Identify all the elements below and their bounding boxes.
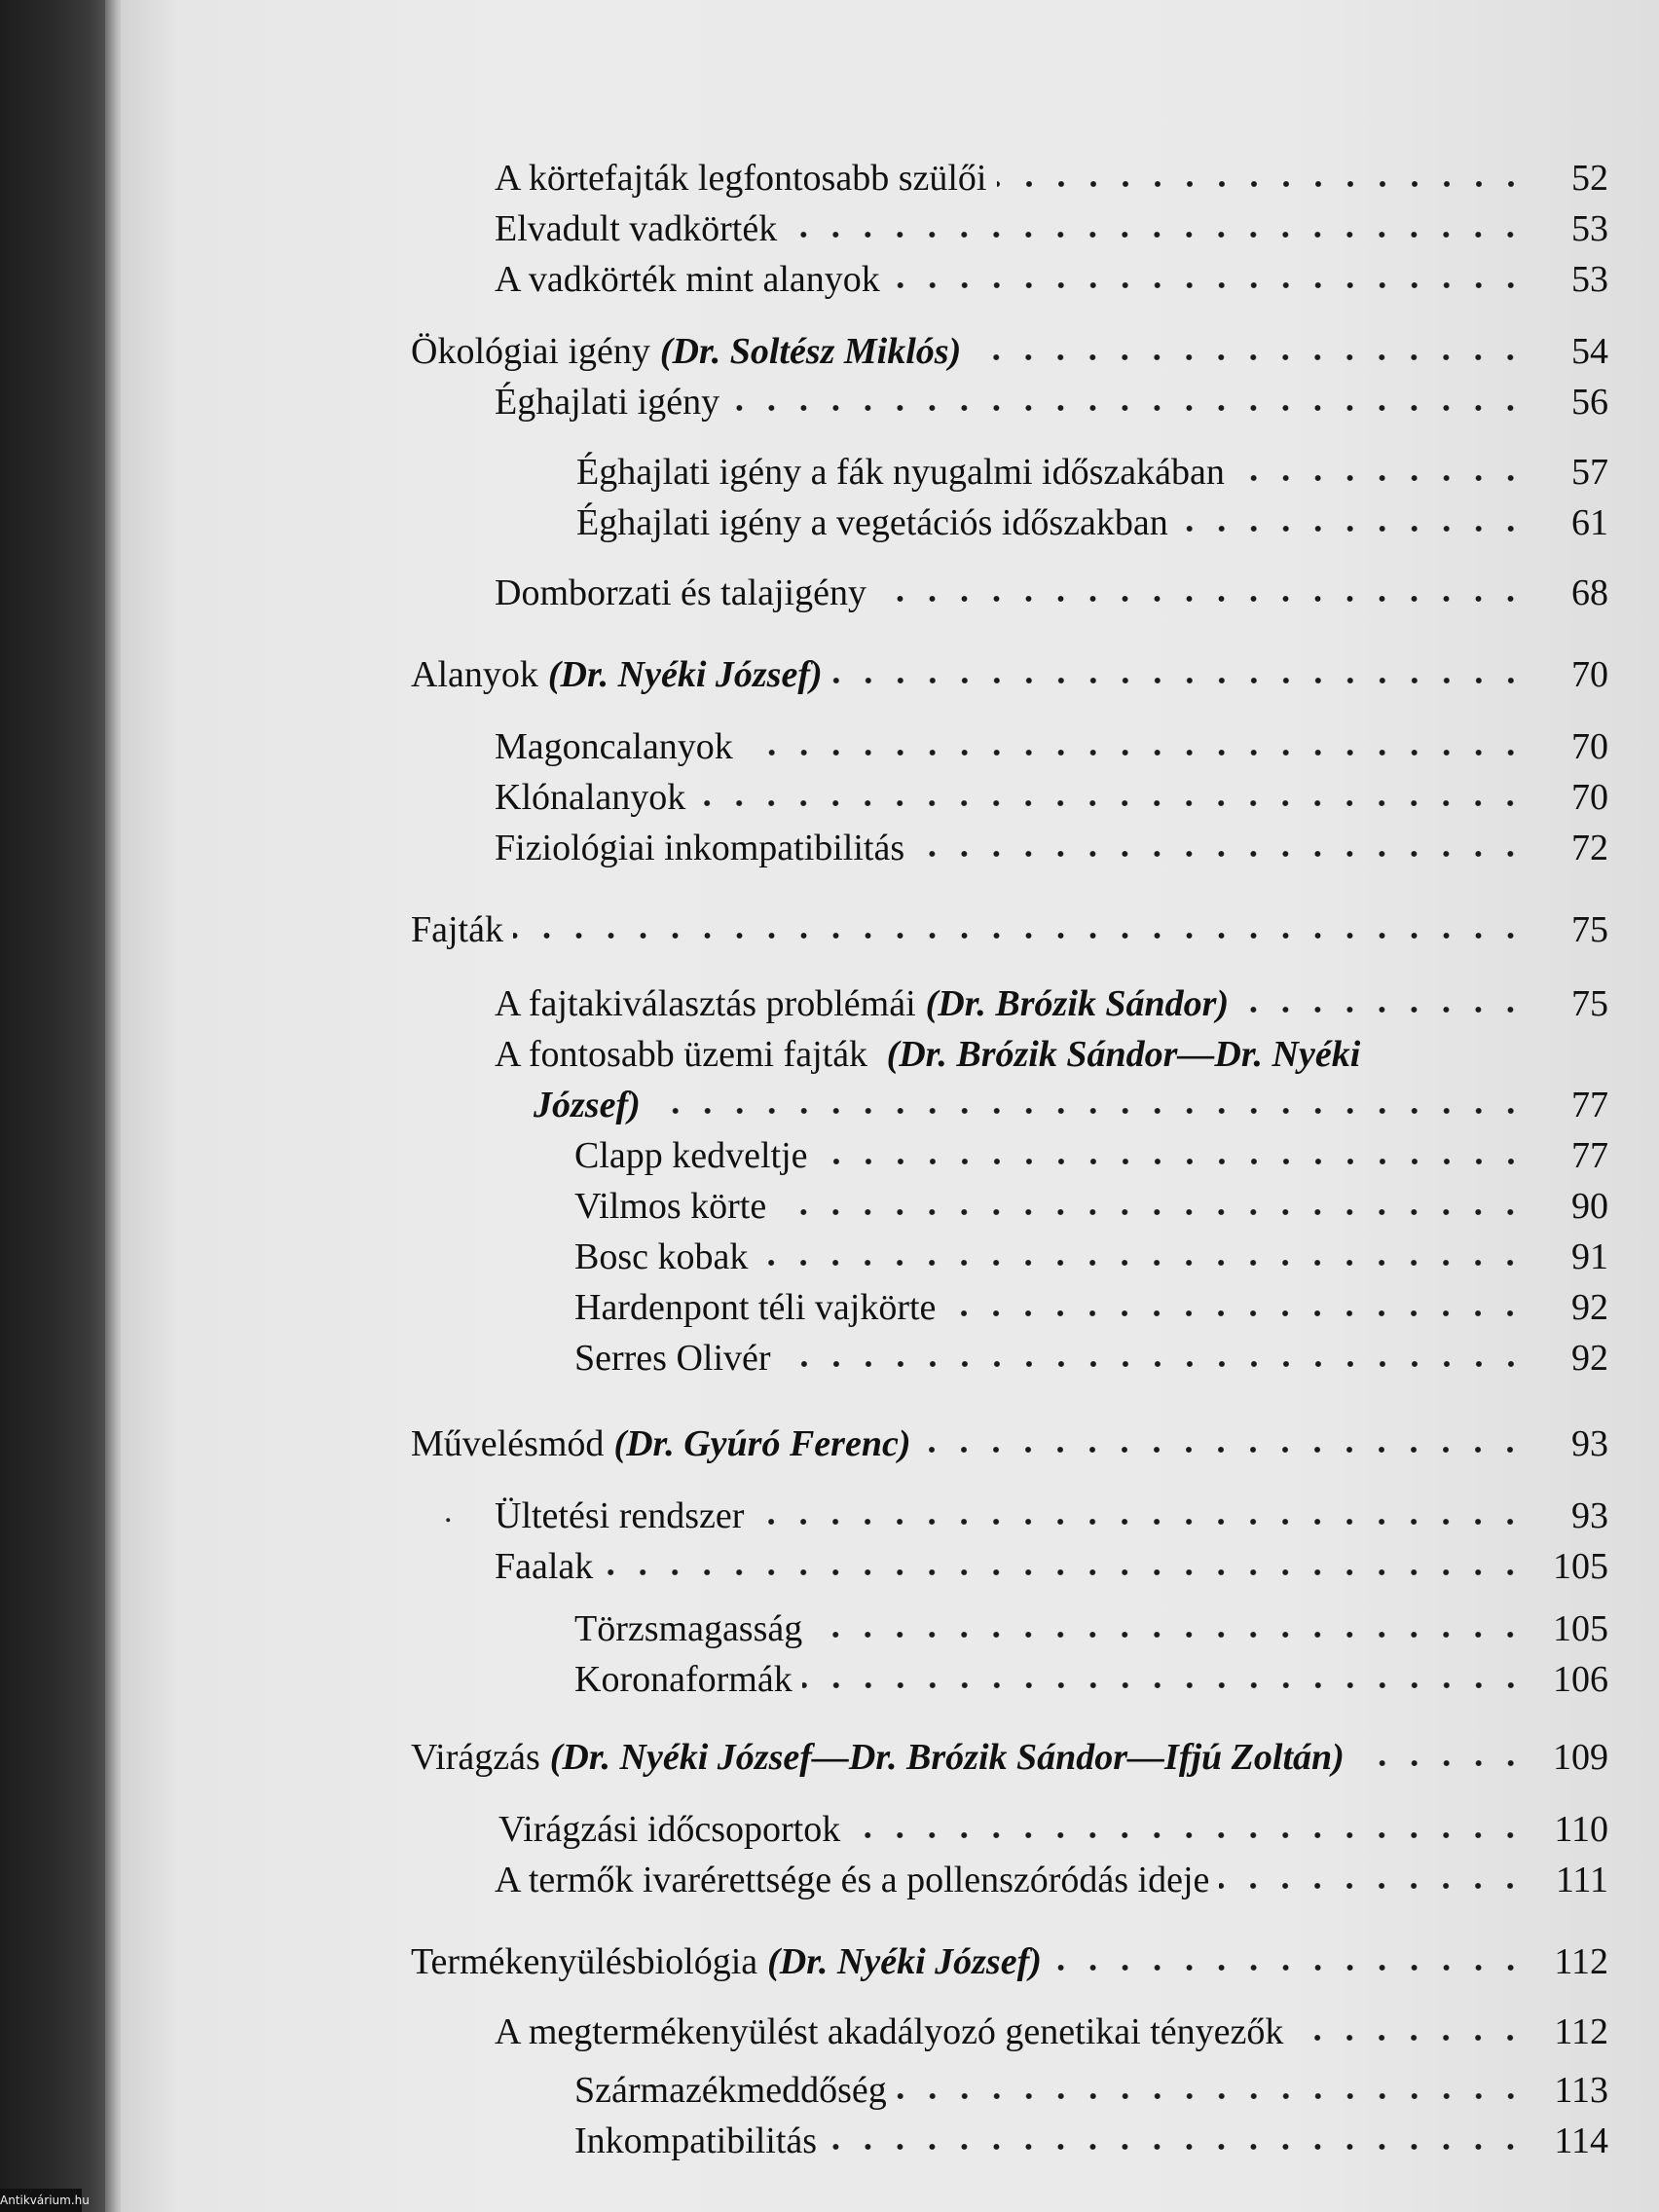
- toc-entry[interactable]: [495, 569, 1608, 617]
- toc-entry-title: Éghajlati igény a fák nyugalmi időszakában: [576, 452, 1225, 493]
- stray-dot: .: [444, 1493, 453, 1530]
- dot-leader: [1235, 473, 1527, 483]
- toc-entry-title: Faalak: [495, 1546, 594, 1587]
- toc-page-number: 70: [1571, 777, 1608, 818]
- toc-entry[interactable]: [495, 1492, 1608, 1540]
- toc-entry-title: Elvadult vadkörték: [495, 208, 778, 249]
- toc-entry-title: Művelésmód: [411, 1423, 605, 1464]
- watermark: Antikvárium.hu: [0, 2189, 82, 2212]
- toc-entry-title: A megtermékenyülést akadályozó genetikai tényezők: [495, 2011, 1284, 2052]
- toc-entry-author: (Dr. Brózik Sándor): [925, 983, 1230, 1024]
- toc-subentry[interactable]: [574, 1131, 1608, 1180]
- toc-page-number: 91: [1571, 1236, 1608, 1277]
- dot-leader: [781, 1359, 1527, 1369]
- toc-chapter-entry[interactable]: [411, 650, 1608, 699]
- toc-entry-author: (Dr. Gyúró Ferenc): [613, 1423, 911, 1464]
- toc-entry[interactable]: [495, 1542, 1608, 1591]
- dot-leader: [818, 1157, 1527, 1166]
- toc-page-number: 68: [1571, 572, 1608, 613]
- toc-subentry[interactable]: [576, 498, 1608, 547]
- toc-subentry[interactable]: [574, 1604, 1608, 1653]
- toc-entry-title: Klónalanyok: [495, 777, 686, 818]
- dot-leader: [890, 280, 1527, 290]
- toc-chapter-entry[interactable]: [411, 1937, 1608, 1986]
- dot-leader: [754, 1517, 1527, 1527]
- dot-leader: [920, 1445, 1527, 1455]
- toc-page-number: 109: [1553, 1737, 1608, 1778]
- dot-leader: [776, 1207, 1527, 1217]
- toc-entry-title: Fiziológiai inkompatibilitás: [495, 828, 905, 868]
- toc-entry[interactable]: [495, 773, 1608, 822]
- dot-leader: [802, 1680, 1527, 1690]
- toc-chapter-entry[interactable]: [411, 327, 1608, 376]
- toc-entry[interactable]: [498, 1805, 1608, 1854]
- dot-leader: [832, 676, 1527, 685]
- toc-entry-continuation[interactable]: [534, 1081, 1608, 1129]
- toc-page-number: 56: [1571, 382, 1608, 423]
- toc-entry-title: A fajtakiválasztás problémái: [495, 983, 916, 1024]
- dot-leader: [850, 1830, 1527, 1840]
- toc-chapter-entry[interactable]: [411, 905, 1608, 954]
- toc-page-number: 110: [1554, 1809, 1608, 1850]
- toc-entry[interactable]: [495, 1856, 1608, 1904]
- toc-entry-author: (Dr. Nyéki József—Dr. Brózik Sándor—Ifjú Zoltán): [549, 1737, 1345, 1778]
- dot-leader: [743, 748, 1527, 757]
- toc-page-number: 92: [1571, 1338, 1608, 1379]
- toc-chapter-entry[interactable]: [411, 1733, 1608, 1782]
- toc-entry-title: Éghajlati igény: [495, 382, 720, 423]
- toc-entry-title: A fontosabb üzemi fajták: [495, 1034, 868, 1075]
- toc-page-number: 114: [1554, 2120, 1608, 2161]
- toc-entry-title: Vilmos körte: [574, 1186, 767, 1227]
- toc-entry-title: Hardenpont téli vajkörte: [574, 1287, 937, 1328]
- toc-entry[interactable]: [495, 824, 1608, 872]
- toc-chapter-entry[interactable]: [411, 1419, 1608, 1468]
- toc-page-number: 57: [1571, 452, 1608, 493]
- toc-subentry[interactable]: [574, 1334, 1608, 1382]
- toc-page-number: 53: [1571, 208, 1608, 249]
- toc-entry-title: Termékenyülésbiológia: [411, 1941, 758, 1982]
- toc-entry-title: A vadkörték mint alanyok: [495, 259, 880, 300]
- toc-entry[interactable]: [495, 378, 1608, 426]
- toc-entry-title: Ültetési rendszer: [495, 1495, 745, 1536]
- toc-page-number: 112: [1554, 1941, 1608, 1982]
- toc-page-number: 106: [1553, 1659, 1608, 1700]
- toc-page-number: 77: [1571, 1135, 1608, 1176]
- toc-entry-title: Koronaformák: [574, 1659, 793, 1700]
- toc-page-number: 105: [1553, 1546, 1608, 1587]
- toc-page-number: 52: [1571, 158, 1608, 199]
- toc-page-number: 75: [1571, 983, 1608, 1024]
- toc-entry-title: Domborzati és talajigény: [495, 572, 866, 613]
- toc-page-number: 113: [1554, 2070, 1608, 2111]
- toc-page-number: 92: [1571, 1287, 1608, 1328]
- toc-page-number: 54: [1571, 331, 1608, 372]
- toc-entry[interactable]: [495, 204, 1608, 253]
- toc-page-number: 70: [1571, 654, 1608, 695]
- toc-entry-title: Clapp kedveltje: [574, 1135, 808, 1176]
- dot-leader: [914, 849, 1527, 859]
- toc-entry-title: Fajták: [411, 909, 503, 950]
- toc-page-number: 70: [1571, 726, 1608, 767]
- toc-entry-title: Virágzás: [411, 1737, 540, 1778]
- dot-leader: [757, 1258, 1527, 1268]
- toc-page-number: 75: [1571, 909, 1608, 950]
- dot-leader: [812, 1630, 1527, 1640]
- dot-leader: [1219, 1881, 1527, 1891]
- toc-entry-title: Magoncalanyok: [495, 726, 733, 767]
- toc-entry-title: Alanyok: [411, 654, 538, 695]
- toc-entry[interactable]: [495, 979, 1608, 1028]
- toc-entry[interactable]: [495, 2008, 1608, 2056]
- toc-entry-title: Éghajlati igény a vegetációs időszakban: [576, 502, 1168, 543]
- toc-entry-author: (Dr. Nyéki József): [547, 654, 823, 695]
- toc-entry-title: Serres Olivér: [574, 1338, 771, 1379]
- toc-subentry[interactable]: [574, 2066, 1608, 2115]
- toc-page-number: 90: [1571, 1186, 1608, 1227]
- toc-page-number: 77: [1571, 1085, 1608, 1125]
- dot-leader: [971, 352, 1527, 362]
- toc-page-number: 112: [1554, 2011, 1608, 2052]
- toc-entry-first-line[interactable]: [495, 1030, 1360, 1079]
- toc-entry-author: (Dr. Soltész Miklós): [659, 331, 962, 372]
- toc-page-number: 105: [1553, 1608, 1608, 1649]
- dot-leader: [897, 2091, 1527, 2101]
- dot-leader: [876, 594, 1527, 604]
- toc-page-number: 111: [1555, 1860, 1608, 1900]
- toc-entry-title: Származékmeddőség: [574, 2070, 887, 2111]
- dot-leader: [787, 230, 1527, 240]
- toc-page-number: 53: [1571, 259, 1608, 300]
- dot-leader: [1238, 1005, 1527, 1014]
- toc-entry-title: Ökológiai igény: [411, 331, 650, 372]
- dot-leader: [729, 403, 1527, 413]
- toc-entry-title: Bosc kobak: [574, 1236, 749, 1277]
- dot-leader: [603, 1567, 1527, 1577]
- dot-leader: [945, 1309, 1527, 1318]
- toc-page-number: 93: [1571, 1495, 1608, 1536]
- toc-entry-title: A termők ivarérettsége és a pollenszóródás ideje: [495, 1860, 1210, 1900]
- dot-leader: [1051, 1963, 1527, 1972]
- toc-entry-title: Inkompatibilitás: [574, 2120, 818, 2161]
- toc-page-number: 72: [1571, 828, 1608, 868]
- toc-page-number: 61: [1571, 502, 1608, 543]
- dot-leader: [695, 798, 1527, 808]
- dot-leader: [1293, 2033, 1527, 2043]
- dot-leader: [650, 1106, 1527, 1116]
- toc-entry[interactable]: [495, 255, 1608, 304]
- dot-leader: [827, 2142, 1527, 2152]
- toc-entry[interactable]: [495, 722, 1608, 771]
- dot-leader: [997, 179, 1528, 189]
- toc-entry[interactable]: [495, 154, 1608, 203]
- toc-subentry[interactable]: [574, 1283, 1608, 1332]
- toc-entry-title: Virágzási időcsoportok: [498, 1809, 841, 1850]
- dot-leader: [1178, 524, 1527, 534]
- toc-subentry[interactable]: [574, 1655, 1608, 1704]
- dot-leader: [1354, 1758, 1527, 1768]
- toc-entry-author-continued: József): [534, 1085, 641, 1125]
- dot-leader: [513, 931, 1527, 940]
- toc-subentry[interactable]: [574, 2117, 1608, 2165]
- toc-subentry[interactable]: [574, 1182, 1608, 1231]
- toc-entry-author: (Dr. Nyéki József): [767, 1941, 1042, 1982]
- toc-entry-title: A körtefajták legfontosabb szülői: [495, 158, 987, 199]
- toc-entry-author: (Dr. Brózik Sándor—Dr. Nyéki: [886, 1034, 1361, 1075]
- toc-page-number: 93: [1571, 1423, 1608, 1464]
- toc-subentry[interactable]: [576, 448, 1608, 497]
- toc-entry-title: Törzsmagasság: [574, 1608, 803, 1649]
- toc-subentry[interactable]: [574, 1233, 1608, 1281]
